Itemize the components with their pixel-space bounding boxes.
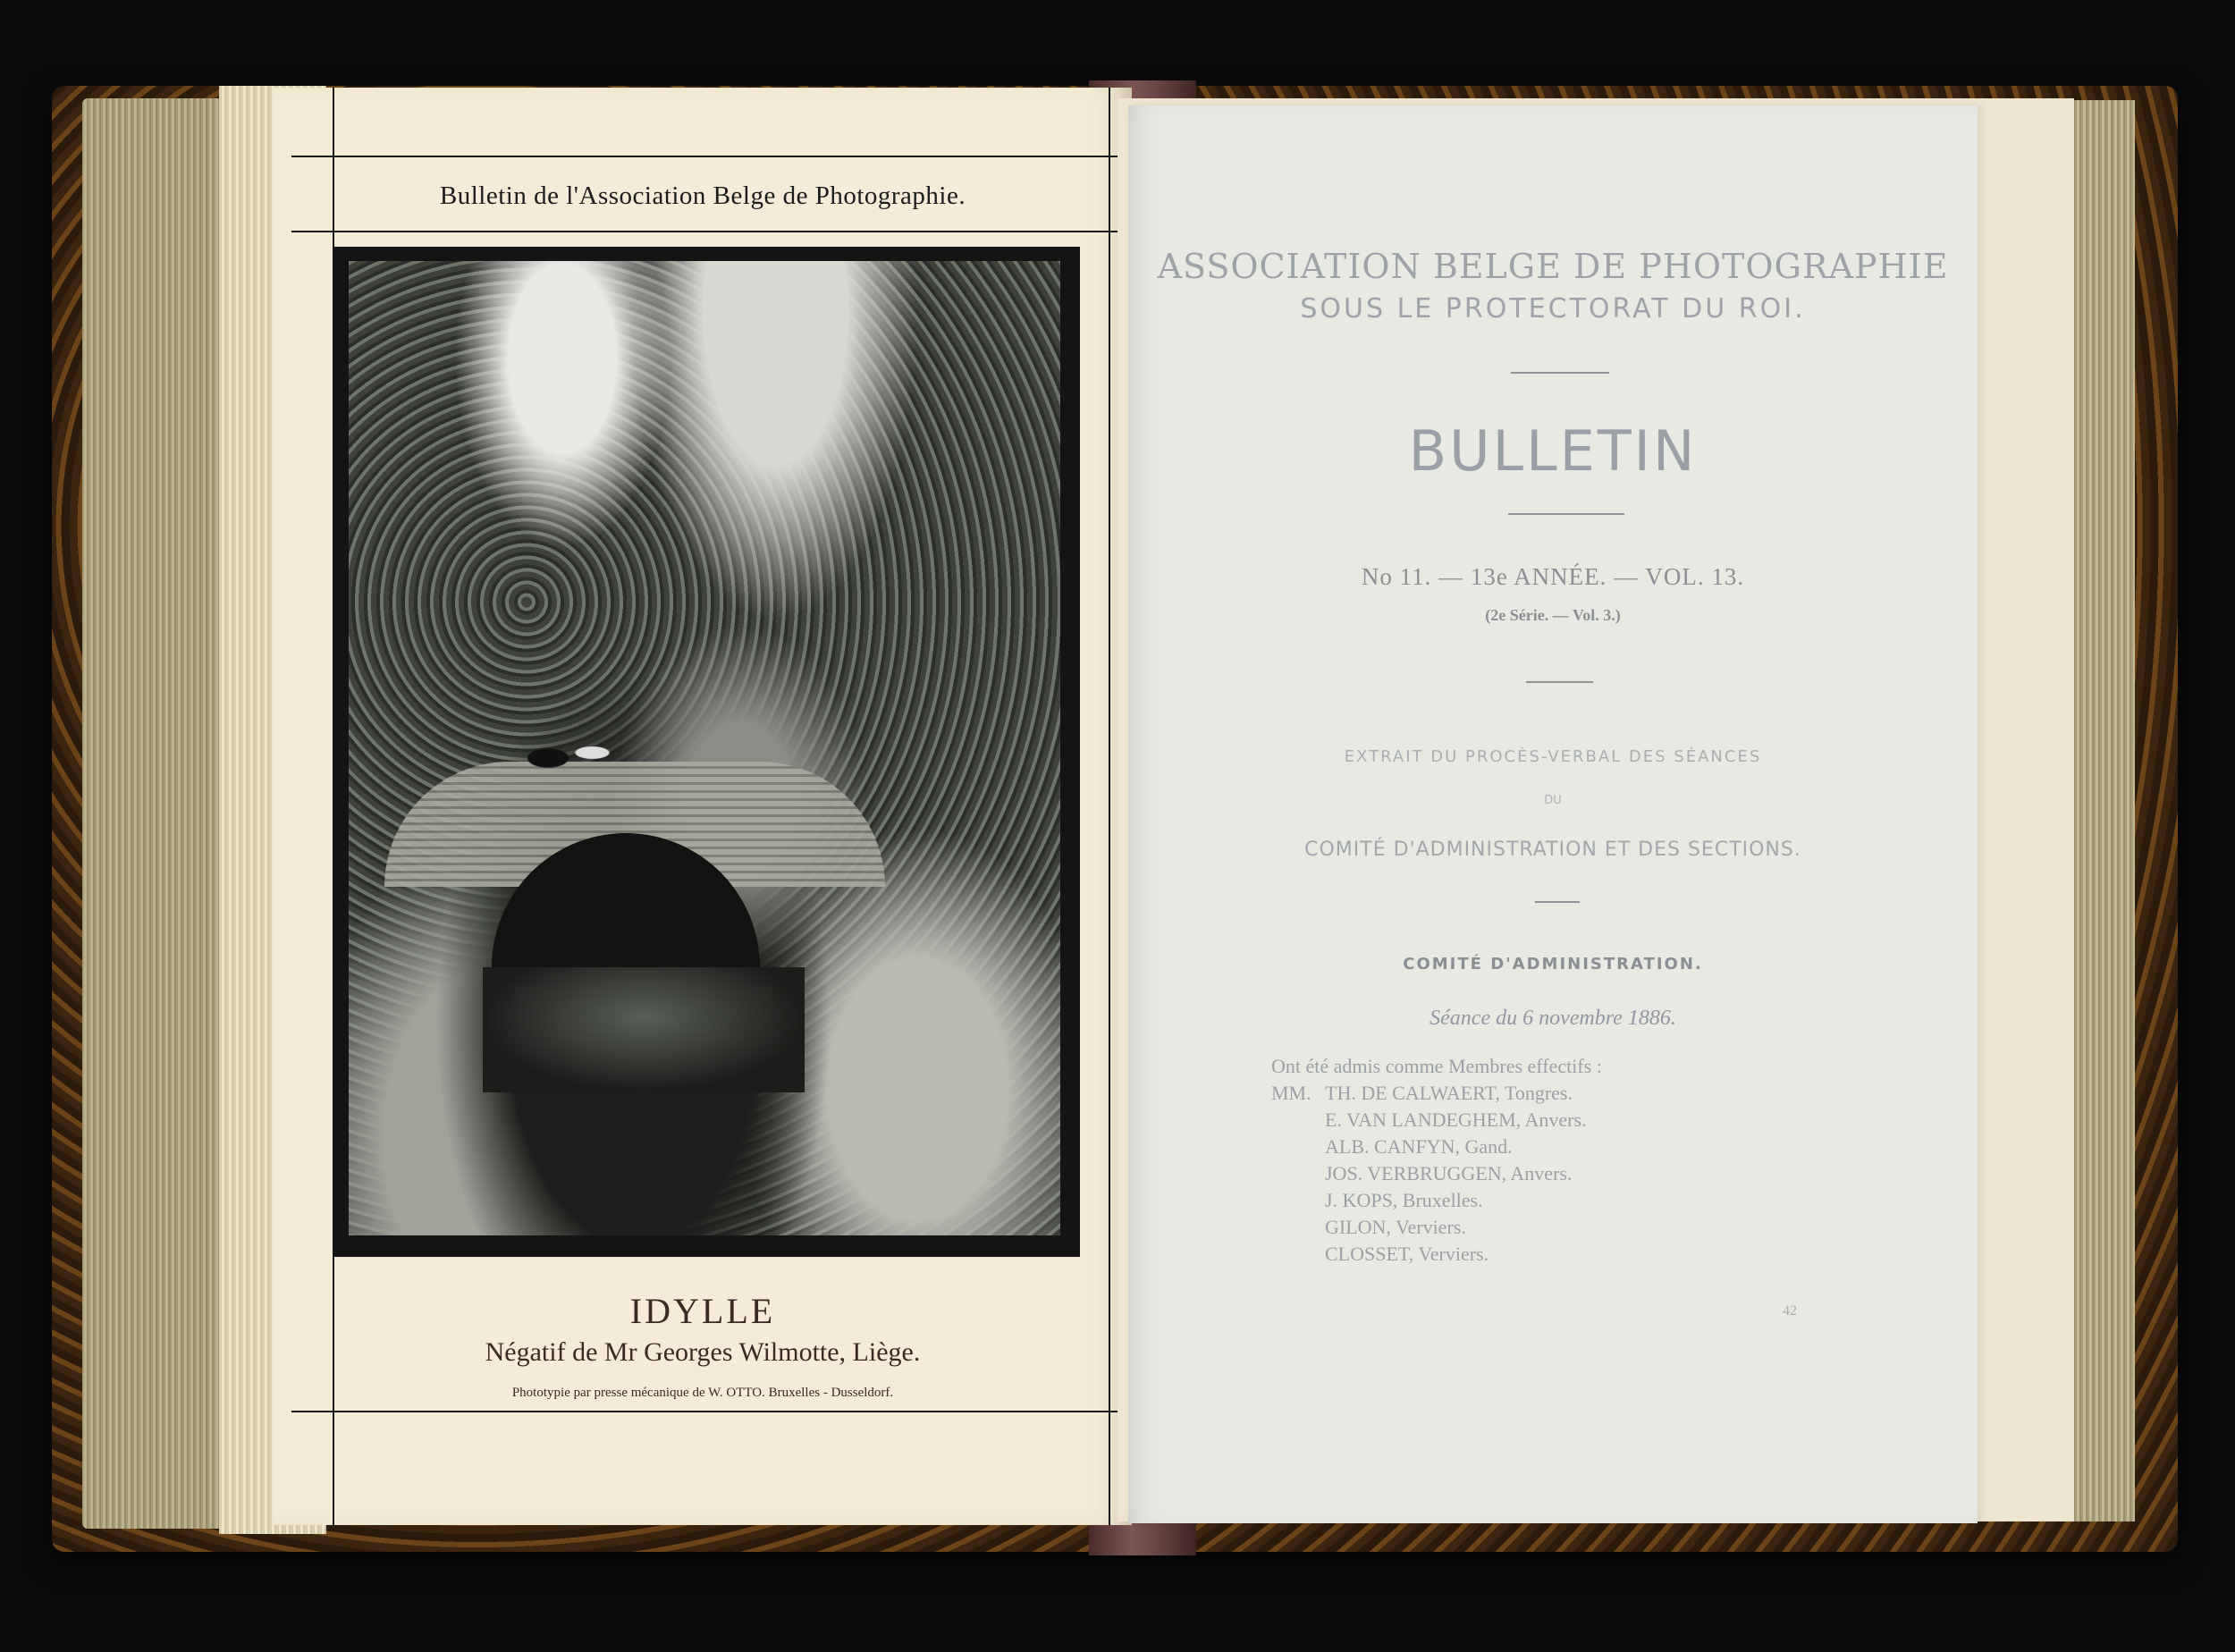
plate-header: Bulletin de l'Association Belge de Photographie. — [439, 181, 966, 210]
issue-line: No 11. — 13e ANNÉE. — VOL. 13. — [1361, 563, 1745, 590]
committee-sections-heading: COMITÉ D'ADMINISTRATION ET DES SECTIONS. — [1304, 839, 1801, 861]
series-line: (2e Série. — Vol. 3.) — [1485, 606, 1621, 624]
committee-heading: COMITÉ D'ADMINISTRATION. — [1403, 955, 1703, 974]
plate-subtitle: Négatif de Mr Georges Wilmotte, Liège. — [485, 1337, 921, 1367]
member-name: CLOSSET, Verviers. — [1325, 1243, 1489, 1265]
couple-figures — [519, 726, 617, 780]
frame-line-header — [291, 231, 1132, 232]
rule-4 — [1535, 901, 1580, 903]
rule-1 — [1511, 372, 1609, 374]
page-number: 42 — [1783, 1303, 1797, 1319]
frame-line-bottom — [291, 1411, 1132, 1412]
rule-3 — [1526, 681, 1593, 683]
member-name: JOS. VERBRUGGEN, Anvers. — [1325, 1162, 1573, 1184]
member-name: TH. DE CALWAERT, Tongres. — [1325, 1082, 1573, 1104]
member-name: E. VAN LANDEGHEM, Anvers. — [1325, 1108, 1587, 1131]
protectorate-line: SOUS LE PROTECTORAT DU ROI. — [1300, 293, 1806, 324]
stream-water — [483, 967, 805, 1092]
member-name: GILON, Verviers. — [1325, 1216, 1466, 1238]
plate-title: IDYLLE — [629, 1291, 776, 1331]
du-line: DU — [1544, 794, 1562, 807]
left-page — [274, 88, 1132, 1525]
member-name: J. KOPS, Bruxelles. — [1325, 1189, 1483, 1211]
plate-credit: Phototypie par presse mécanique de W. OTTO. Bruxelles - Dusseldorf. — [511, 1386, 894, 1400]
frame-line-top — [291, 156, 1132, 157]
right-page — [1128, 105, 1978, 1523]
member-name: ALB. CANFYN, Gand. — [1325, 1135, 1513, 1158]
extract-heading: EXTRAIT DU PROCÈS-VERBAL DES SÉANCES — [1344, 747, 1762, 766]
session-date: Séance du 6 novembre 1886. — [1430, 1007, 1676, 1030]
bulletin-title: BULLETIN — [1408, 418, 1698, 484]
rule-2 — [1508, 513, 1624, 515]
mm-label: MM. — [1271, 1082, 1311, 1104]
admitted-intro: Ont été admis comme Membres effectifs : — [1271, 1055, 1602, 1077]
photograph-bridge-idyll — [349, 261, 1060, 1235]
association-title: ASSOCIATION BELGE DE PHOTOGRAPHIE — [1157, 247, 1949, 286]
photo-mount — [333, 247, 1080, 1257]
members-list — [1271, 1053, 1897, 1268]
